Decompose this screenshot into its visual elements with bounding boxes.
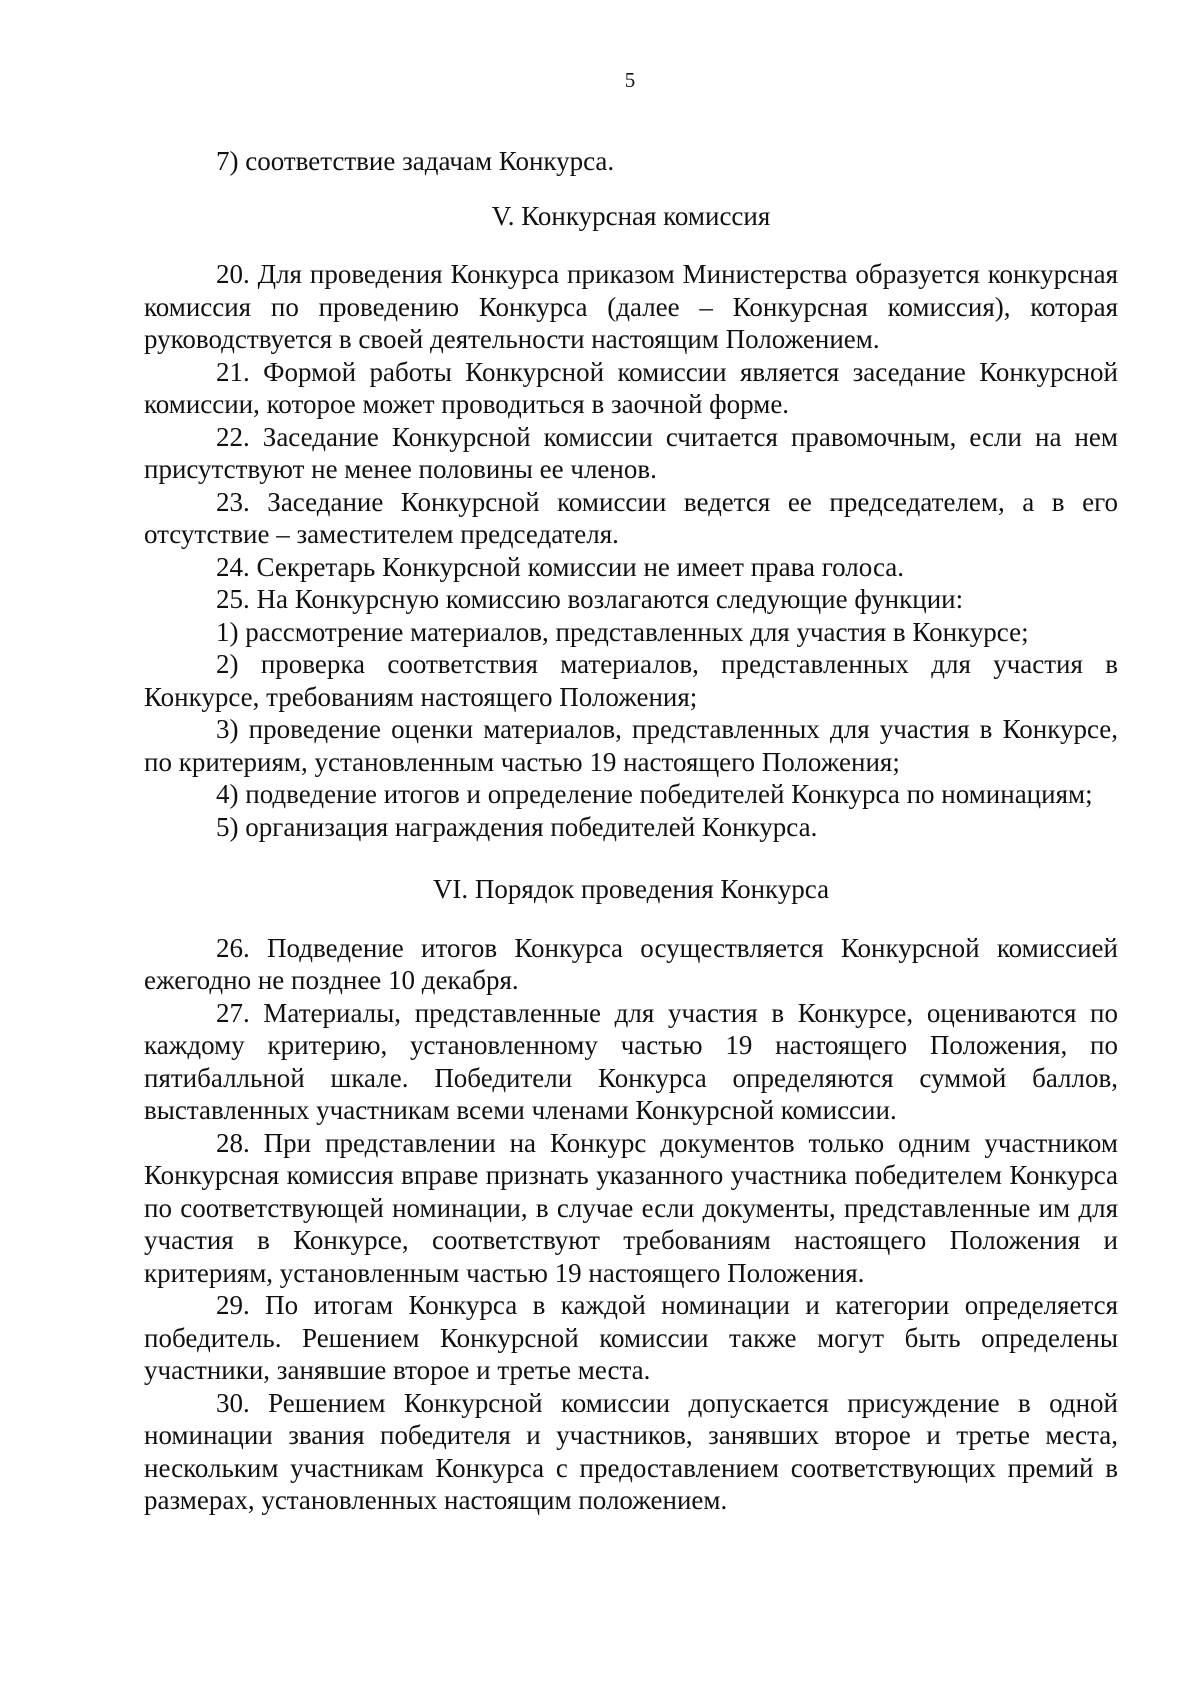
paragraph-29: 29. По итогам Конкурса в каждой номинации и категории определяется победитель. Решением Конкурсной комиссии также могут быть определены участники, занявшие второе и третье места. [144, 1290, 1118, 1385]
paragraph-27: 27. Материалы, представленные для участия в Конкурсе, оцениваются по каждому критерию, установленному частью 19 настоящего Положения, по пятибалльной шкале. Победители Конкурса определяются суммой баллов, выставленных участникам всеми членами Конкурсной комиссии. [144, 997, 1118, 1125]
list-item-function-2: 2) проверка соответствия материалов, представленных для участия в Конкурсе, требованиям настоящего Положения; [144, 649, 1118, 712]
paragraph-25: 25. На Конкурсную комиссию возлагаются следующие функции: [216, 584, 964, 614]
paragraph-item-7: 7) соответствие задачам Конкурса. [216, 146, 615, 176]
section-heading-vi: VI. Порядок проведения Конкурса [432, 874, 830, 904]
paragraph-20: 20. Для проведения Конкурса приказом Министерства образуется конкурсная комиссия по проведению Конкурса (далее – Конкурсная комиссия), которая руководствуется в своей деятельности настоящим Положением. [144, 259, 1118, 354]
list-item-function-1: 1) рассмотрение материалов, представленных для участия в Конкурсе; [216, 616, 1029, 647]
paragraph-23: 23. Заседание Конкурсной комиссии ведется ее председателем, а в его отсутствие – заместителем председателя. [144, 486, 1118, 549]
paragraph-21: 21. Формой работы Конкурсной комиссии является заседание Конкурсной комиссии, которое может проводиться в заочной форме. [144, 356, 1118, 419]
list-item-function-4: 4) подведение итогов и определение победителей Конкурса по номинациям; [216, 779, 1093, 809]
list-item-function-3: 3) проведение оценки материалов, представленных для участия в Конкурсе, по критериям, установленным частью 19 настоящего Положения; [144, 714, 1118, 777]
paragraph-24: 24. Секретарь Конкурсной комиссии не имеет права голоса. [216, 551, 904, 582]
paragraph-22: 22. Заседание Конкурсной комиссии считается правомочным, если на нем присутствуют не менее половины ее членов. [144, 421, 1118, 484]
page-number: 5 [624, 68, 636, 92]
paragraph-26: 26. Подведение итогов Конкурса осуществляется Конкурсной комиссией ежегодно не позднее 10 декабря. [144, 932, 1118, 995]
list-item-function-5: 5) организация награждения победителей Конкурса. [216, 811, 818, 842]
section-heading-v: V. Конкурсная комиссия [491, 200, 771, 231]
paragraph-30: 30. Решением Конкурсной комиссии допускается присуждение в одной номинации звания победителя и участников, занявших второе и третье места, нескольким участникам Конкурса с предоставлением соответствующих премий в размерах, установленных настоящим положением. [144, 1387, 1118, 1515]
paragraph-28: 28. При представлении на Конкурс документов только одним участником Конкурсная комиссия вправе признать указанного участника победителем Конкурса по соответствующей номинации, в случае если документы, представленные им для участия в Конкурсе, соответствуют требованиям настоящего Положения и критериям, установленным частью 19 настоящего Положения. [144, 1127, 1118, 1288]
document-body [144, 145, 1118, 1517]
